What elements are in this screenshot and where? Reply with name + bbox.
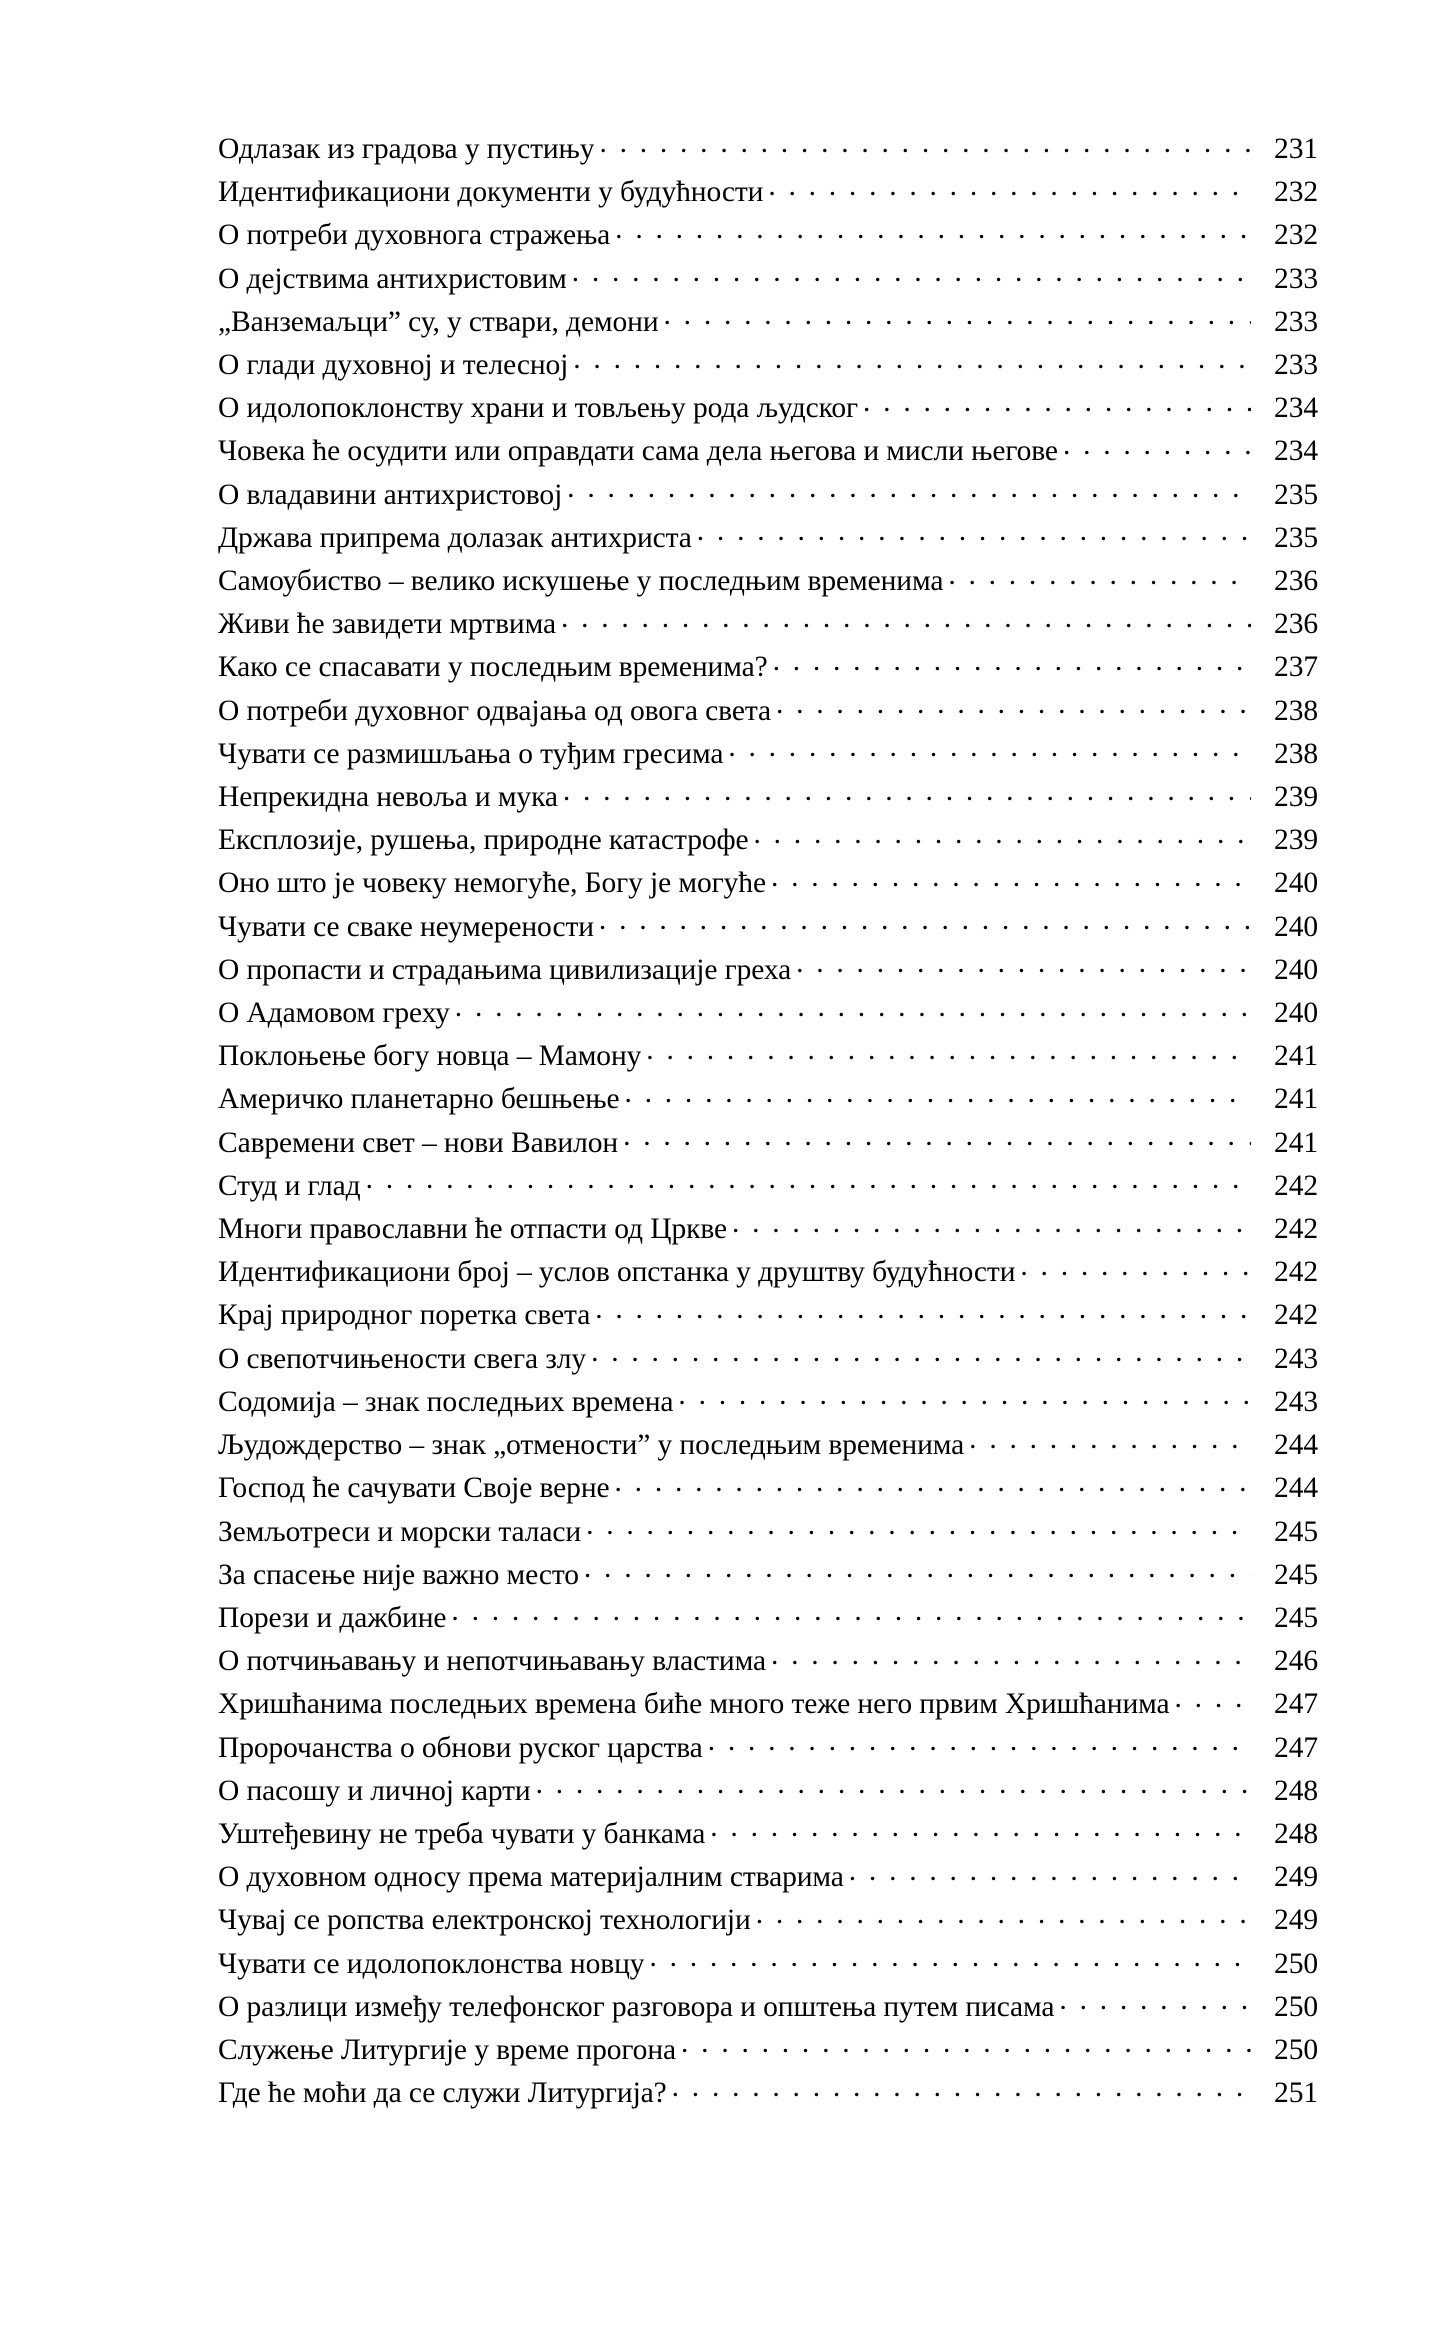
toc-entry-title: Идентификациони документи у будућности [218, 176, 764, 209]
toc-entry[interactable] [218, 387, 1318, 430]
toc-entry-page-number: 245 [1274, 1601, 1318, 1634]
toc-leader-dots [1020, 1252, 1251, 1282]
toc-entry[interactable] [218, 560, 1318, 603]
toc-entry-title: Поклоњење богу новца – Мамону [218, 1040, 642, 1073]
toc-entry-title: Крај природног поретка света [218, 1299, 591, 1332]
toc-entry-page-number: 245 [1274, 1558, 1318, 1591]
toc-entry-page-number: 250 [1274, 1947, 1318, 1980]
toc-entry[interactable] [218, 1208, 1318, 1251]
toc-entry-title: Живи ће завидети мртвима [218, 608, 556, 641]
toc-leader-dots [756, 1900, 1251, 1930]
toc-entry[interactable] [218, 690, 1318, 733]
toc-entry-page-number: 248 [1274, 1817, 1318, 1850]
toc-leader-dots [697, 517, 1251, 547]
toc-leader-dots [649, 1943, 1251, 1973]
toc-entry[interactable] [218, 1294, 1318, 1337]
toc-entry-page-number: 238 [1274, 694, 1318, 727]
toc-entry[interactable] [218, 2029, 1318, 2072]
toc-entry-page-number: 239 [1274, 781, 1318, 814]
toc-entry[interactable] [218, 301, 1318, 344]
toc-entry-title: О пропасти и страдањима цивилизације греха [218, 953, 792, 986]
toc-entry-title: Пророчанства о обнови руског царства [218, 1731, 703, 1764]
toc-entry[interactable] [218, 1165, 1318, 1208]
toc-entry-title: Господ ће сачувати Своје верне [218, 1472, 610, 1505]
toc-entry[interactable] [218, 776, 1318, 819]
toc-leader-dots [732, 1209, 1251, 1239]
toc-entry-title: Експлозије, рушења, природне катастрофе [218, 824, 749, 857]
toc-entry-title: За спасење није важно место [218, 1558, 579, 1591]
toc-entry-title: Студ и глад [218, 1169, 361, 1202]
toc-entry[interactable] [218, 1943, 1318, 1986]
toc-leader-dots [567, 474, 1251, 504]
toc-entry-page-number: 241 [1274, 1126, 1318, 1159]
toc-leader-dots [681, 2029, 1251, 2059]
toc-entry-page-number: 234 [1274, 392, 1318, 425]
toc-entry-page-number: 233 [1274, 262, 1318, 295]
toc-entry-page-number: 242 [1274, 1169, 1318, 1202]
toc-entry-title: Уштеђевину не треба чувати у банкама [218, 1817, 706, 1850]
toc-entry-page-number: 249 [1274, 1904, 1318, 1937]
toc-entry-page-number: 246 [1274, 1645, 1318, 1678]
toc-entry-page-number: 237 [1274, 651, 1318, 684]
toc-leader-dots [572, 258, 1251, 288]
toc-entry-title: Како се спасавати у последњим временима? [218, 651, 768, 684]
toc-entry-page-number: 241 [1274, 1040, 1318, 1073]
toc-leader-dots [624, 1079, 1251, 1109]
toc-entry-page-number: 234 [1274, 435, 1318, 468]
toc-entry-title: О владавини антихристовој [218, 478, 563, 511]
toc-leader-dots [708, 1727, 1251, 1757]
toc-entry-page-number: 244 [1274, 1429, 1318, 1462]
toc-entry[interactable] [218, 1554, 1318, 1597]
toc-entry[interactable] [218, 1381, 1318, 1424]
toc-entry-title: Служење Литургије у време прогона [218, 2033, 677, 2066]
toc-leader-dots [1175, 1684, 1251, 1714]
toc-entry-page-number: 247 [1274, 1731, 1318, 1764]
toc-entry-title: Оно што је човеку немогуће, Богу је могуће [218, 867, 766, 900]
toc-entry-title: Хришћанима последњих времена биће много теже него првим Хришћанима [218, 1688, 1170, 1721]
toc-entry-title: О пасошу и личној карти [218, 1774, 531, 1807]
toc-entry[interactable] [218, 862, 1318, 905]
toc-leader-dots [1063, 431, 1251, 461]
toc-leader-dots [615, 215, 1251, 245]
toc-entry[interactable] [218, 1035, 1318, 1078]
toc-entry-title: О потреби духовног одвајања од овога света [218, 694, 771, 727]
toc-entry-title: Самоубиство – велико искушење у последњим временима [218, 565, 944, 598]
toc-entry-title: Чувати се размишљања о туђим гресима [218, 737, 724, 770]
toc-entry-title: Непрекидна невоља и мука [218, 781, 558, 814]
toc-entry-title: О духовном односу према материјалним стварима [218, 1861, 844, 1894]
toc-entry-title: О идолопоклонству храни и товљењу рода људског [218, 392, 859, 425]
toc-leader-dots [586, 1511, 1251, 1541]
toc-entry-title: „Ванземаљци” су, у ствари, демони [218, 305, 659, 338]
toc-entry-page-number: 251 [1274, 2077, 1318, 2110]
toc-entry-title: О потреби духовнога стражења [218, 219, 611, 252]
toc-entry[interactable] [218, 171, 1318, 214]
toc-leader-dots [646, 1036, 1251, 1066]
toc-entry[interactable] [218, 1813, 1318, 1856]
toc-leader-dots [710, 1813, 1251, 1843]
toc-entry[interactable] [218, 1727, 1318, 1770]
toc-entry-page-number: 233 [1274, 349, 1318, 382]
toc-entry[interactable] [218, 1511, 1318, 1554]
toc-entry-page-number: 247 [1274, 1688, 1318, 1721]
toc-entry-page-number: 232 [1274, 219, 1318, 252]
toc-entry-page-number: 240 [1274, 953, 1318, 986]
toc-entry[interactable] [218, 1467, 1318, 1510]
toc-entry-page-number: 250 [1274, 1990, 1318, 2023]
toc-entry-title: Где ће моћи да се служи Литургија? [218, 2077, 667, 2110]
toc-entry[interactable] [218, 906, 1318, 949]
toc-leader-dots [561, 604, 1251, 634]
toc-entry-title: Савремени свет – нови Вавилон [218, 1126, 619, 1159]
toc-entry-title: О Адамовом греху [218, 997, 450, 1030]
toc-leader-dots [754, 820, 1252, 850]
toc-entry[interactable] [218, 1899, 1318, 1942]
toc-leader-dots [563, 777, 1251, 807]
toc-entry-page-number: 240 [1274, 910, 1318, 943]
toc-entry[interactable] [218, 819, 1318, 862]
toc-entry-page-number: 245 [1274, 1515, 1318, 1548]
toc-entry-page-number: 235 [1274, 478, 1318, 511]
toc-entry-title: Америчко планетарно бешњење [218, 1083, 620, 1116]
toc-entry-title: Содомија – знак последњих времена [218, 1385, 674, 1418]
toc-leader-dots [1059, 1986, 1251, 2016]
toc-entry-title: О разлици између телефонског разговора и општења путем писама [218, 1990, 1055, 2023]
toc-entry-title: Чувати се сваке неумерености [218, 910, 594, 943]
toc-entry[interactable] [218, 1683, 1318, 1726]
toc-leader-dots [863, 388, 1251, 418]
toc-leader-dots [573, 345, 1251, 375]
toc-entry-title: Многи православни ће отпасти од Цркве [218, 1213, 727, 1246]
toc-entry-page-number: 240 [1274, 867, 1318, 900]
toc-entry-page-number: 244 [1274, 1472, 1318, 1505]
toc-entry[interactable] [218, 214, 1318, 257]
toc-entry[interactable] [218, 603, 1318, 646]
toc-entry-title: Држава припрема долазак антихриста [218, 521, 692, 554]
toc-entry[interactable] [218, 1078, 1318, 1121]
toc-leader-dots [948, 561, 1251, 591]
toc-leader-dots [366, 1165, 1251, 1195]
toc-leader-dots [595, 1295, 1251, 1325]
toc-entry[interactable] [218, 1986, 1318, 2029]
toc-leader-dots [591, 1338, 1251, 1368]
toc-entry[interactable] [218, 128, 1318, 171]
toc-entry[interactable] [218, 1122, 1318, 1165]
toc-entry[interactable] [218, 1338, 1318, 1381]
toc-entry-page-number: 233 [1274, 305, 1318, 338]
toc-leader-dots [969, 1425, 1251, 1455]
toc-entry[interactable] [218, 1424, 1318, 1467]
toc-entry[interactable] [218, 1770, 1318, 1813]
toc-leader-dots [455, 993, 1251, 1023]
toc-leader-dots [623, 1122, 1251, 1152]
toc-leader-dots [771, 863, 1251, 893]
toc-entry-page-number: 242 [1274, 1256, 1318, 1289]
toc-entry[interactable] [218, 992, 1318, 1035]
toc-entry-page-number: 249 [1274, 1861, 1318, 1894]
toc-leader-dots [615, 1468, 1251, 1498]
toc-entry-page-number: 235 [1274, 521, 1318, 554]
toc-leader-dots [771, 1641, 1251, 1671]
toc-entry[interactable] [218, 517, 1318, 560]
toc-entry-page-number: 236 [1274, 565, 1318, 598]
toc-entry[interactable] [218, 1856, 1318, 1899]
toc-entry-page-number: 239 [1274, 824, 1318, 857]
toc-entry-page-number: 248 [1274, 1774, 1318, 1807]
toc-leader-dots [768, 172, 1251, 202]
toc-entry-page-number: 241 [1274, 1083, 1318, 1116]
toc-entry-title: О глади духовној и телесној [218, 349, 569, 382]
toc-entry[interactable] [218, 258, 1318, 301]
toc-entry[interactable] [218, 1251, 1318, 1294]
toc-entry[interactable] [218, 474, 1318, 517]
toc-entry-page-number: 240 [1274, 997, 1318, 1030]
toc-entry-title: Чувај се ропства електронској технологији [218, 1904, 751, 1937]
toc-entry-page-number: 243 [1274, 1385, 1318, 1418]
toc-leader-dots [599, 906, 1251, 936]
toc-entry[interactable] [218, 430, 1318, 473]
toc-entry-page-number: 232 [1274, 176, 1318, 209]
toc-leader-dots [773, 647, 1251, 677]
toc-entry[interactable] [218, 1597, 1318, 1640]
toc-entry-title: О дејствима антихристовим [218, 262, 567, 295]
toc-entry-page-number: 242 [1274, 1213, 1318, 1246]
toc-entry-title: Земљотреси и морски таласи [218, 1515, 582, 1548]
toc-leader-dots [451, 1597, 1251, 1627]
toc-entry[interactable] [218, 1640, 1318, 1683]
toc-entry-title: О свепотчињености свега злу [218, 1342, 587, 1375]
toc-entry-page-number: 250 [1274, 2033, 1318, 2066]
toc-leader-dots [599, 129, 1251, 159]
toc-leader-dots [796, 949, 1251, 979]
toc-leader-dots [776, 690, 1251, 720]
toc-entry-title: Људождерство – знак „отмености” у последњим временима [218, 1429, 965, 1462]
toc-entry-title: Чувати се идолопоклонства новцу [218, 1947, 645, 1980]
toc-leader-dots [536, 1770, 1251, 1800]
toc-entry-title: Човека ће осудити или оправдати сама дела његова и мисли његове [218, 435, 1058, 468]
toc-entry-title: Идентификациони број – услов опстанка у друштву будућности [218, 1256, 1016, 1289]
toc-entry-page-number: 231 [1274, 133, 1318, 165]
toc-entry-title: Одлазак из градова у пустињу [218, 133, 595, 165]
toc-entry-title: Порези и дажбине [218, 1601, 447, 1634]
toc-entry-page-number: 236 [1274, 608, 1318, 641]
toc-entry[interactable] [218, 949, 1318, 992]
toc-leader-dots [664, 301, 1251, 331]
toc-entry[interactable] [218, 344, 1318, 387]
toc-entry[interactable] [218, 733, 1318, 776]
toc-entry[interactable] [218, 2072, 1318, 2115]
table-of-contents [218, 128, 1318, 2115]
toc-entry-page-number: 242 [1274, 1299, 1318, 1332]
toc-entry-page-number: 238 [1274, 737, 1318, 770]
toc-entry[interactable] [218, 646, 1318, 689]
toc-leader-dots [678, 1381, 1251, 1411]
toc-entry-page-number: 243 [1274, 1342, 1318, 1375]
toc-leader-dots [584, 1554, 1251, 1584]
toc-entry-title: О потчињавању и непотчињавању властима [218, 1645, 766, 1678]
toc-leader-dots [728, 733, 1251, 763]
toc-leader-dots [849, 1857, 1251, 1887]
toc-leader-dots [672, 2073, 1251, 2103]
